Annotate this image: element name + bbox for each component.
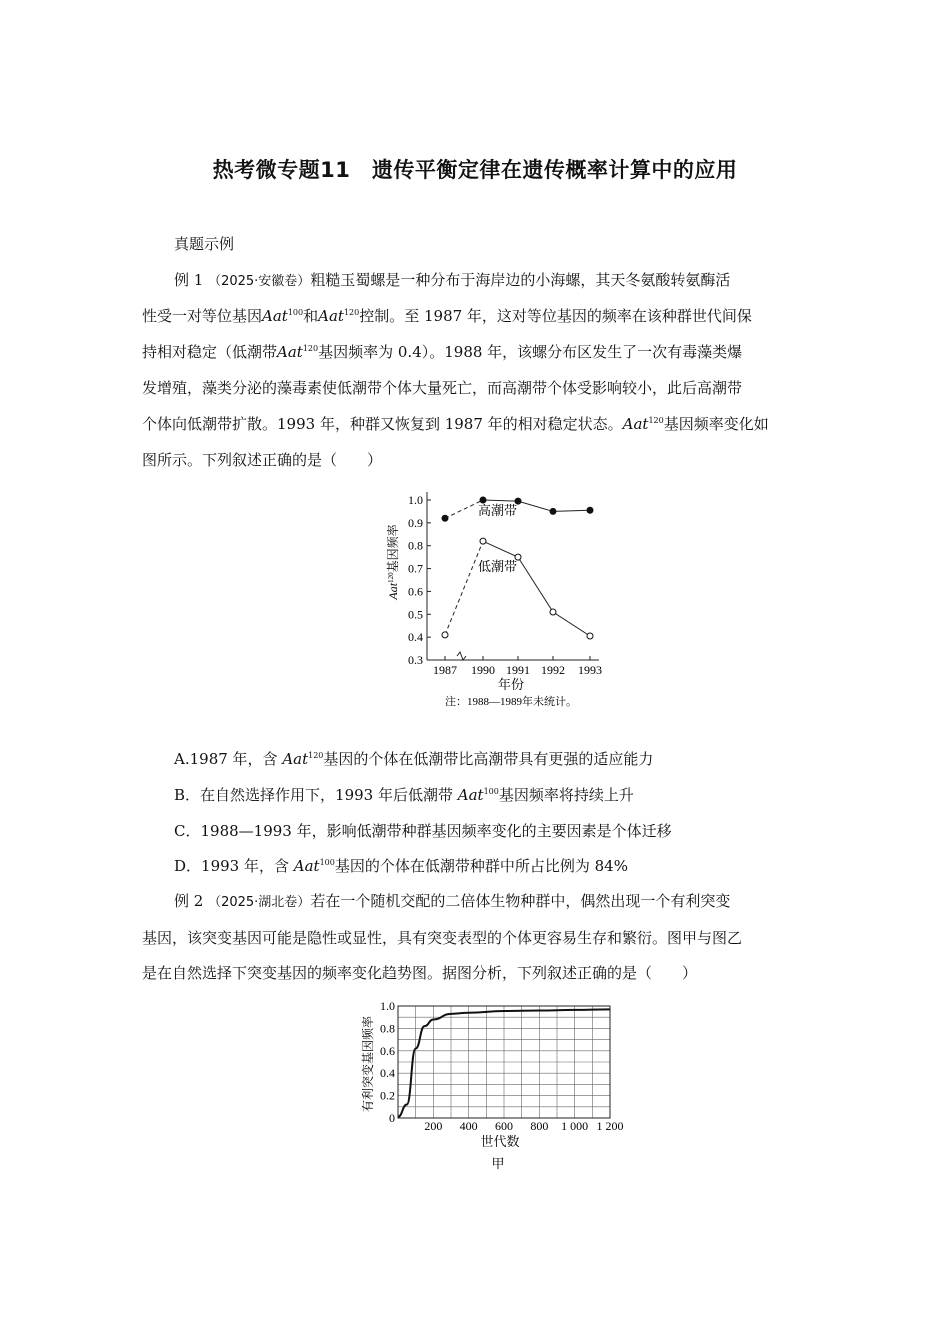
chart2-y-tick-label: 0.4 bbox=[380, 1066, 395, 1081]
q1-label: 例 1 bbox=[174, 271, 204, 289]
chart1-y-tick-label: 0.9 bbox=[408, 515, 423, 530]
chart1-x-axis-label: 年份 bbox=[497, 677, 525, 692]
chart2-x-tick-label: 400 bbox=[459, 1119, 478, 1133]
chart1-x-tick-label: 1987 bbox=[433, 663, 457, 677]
chart1-axis-break bbox=[457, 652, 466, 660]
q1-option-d: D．1993 年，含 Aat$^{100}$基因的个体在低潮带种群中所占比例为 84% bbox=[174, 857, 628, 875]
svg-text:Aat120基因频率: Aat$^{120}$基因频率 bbox=[386, 524, 400, 600]
q1-line-1: 例 1 （2025·安徽卷）粗糙玉蜀螺是一种分布于海岸边的小海螺，其天冬氨酸转氨酶活 bbox=[174, 271, 731, 289]
chart-2 bbox=[350, 1000, 640, 1175]
q2-line-2: 基因，该突变基因可能是隐性或显性，具有突变表型的个体更容易生存和繁衍。图甲与图乙 bbox=[142, 929, 743, 947]
chart2-y-tick-label: 0.8 bbox=[380, 1021, 395, 1036]
chart1-y-tick-label: 0.5 bbox=[408, 607, 423, 622]
chart1-y-tick-label: 0.6 bbox=[408, 584, 423, 599]
chart1-y-tick-label: 0.3 bbox=[408, 653, 423, 667]
chart1-data-point bbox=[587, 633, 593, 639]
chart1-x-ticks bbox=[433, 656, 602, 677]
chart2-caption: 甲 bbox=[491, 1156, 505, 1171]
series-label-high: 高潮带 bbox=[478, 503, 518, 518]
chart1-x-tick-label: 1990 bbox=[471, 663, 495, 677]
q1-option-c: C．1988—1993 年，影响低潮带种群基因频率变化的主要因素是个体迁移 bbox=[174, 822, 672, 840]
chart1-y-axis-label bbox=[385, 524, 400, 600]
q1-line-2: 性受一对等位基因Aat$^{100}$和Aat$^{120}$控制。至 1987 年，这对等位基因的频率在该种群世代间保 bbox=[142, 307, 752, 325]
q1-line-3: 持相对稳定（低潮带Aat$^{120}$基因频率为 0.4）。1988 年，该螺分布区发生了一次有毒藻类爆 bbox=[142, 343, 743, 361]
chart1-y-tick-label: 1.0 bbox=[408, 493, 423, 507]
q1-option-a: A.1987 年，含 Aat$^{120}$基因的个体在低潮带比高潮带具有更强的适应能力 bbox=[174, 750, 654, 768]
q2-line-3: 是在自然选择下突变基因的频率变化趋势图。据图分析，下列叙述正确的是（ ） bbox=[142, 964, 698, 982]
chart1-x-tick-label: 1993 bbox=[578, 663, 602, 677]
chart2-y-tick-label: 0.6 bbox=[380, 1043, 395, 1058]
chart1-y-tick-label: 0.7 bbox=[408, 561, 423, 576]
chart2-x-axis-label: 世代数 bbox=[480, 1134, 520, 1149]
chart1-data-point bbox=[442, 632, 448, 638]
chart2-y-ticks bbox=[380, 1000, 395, 1125]
chart-1 bbox=[375, 482, 615, 714]
chart2-x-tick-label: 600 bbox=[495, 1119, 513, 1133]
chart2-x-tick-label: 200 bbox=[424, 1119, 443, 1133]
chart1-series-line bbox=[483, 541, 590, 636]
page-title: 热考微专题11 遗传平衡定律在遗传概率计算中的应用 bbox=[212, 158, 738, 182]
q1-line-6: 图所示。下列叙述正确的是（ ） bbox=[142, 451, 383, 469]
chart2-x-tick-label: 800 bbox=[530, 1119, 549, 1133]
chart1-series-gap-line bbox=[445, 541, 483, 635]
chart1-data-point bbox=[480, 538, 486, 544]
chart2-x-tick-label: 1 200 bbox=[596, 1119, 624, 1133]
chart1-data-point bbox=[442, 515, 448, 521]
q1-source: （2025·安徽卷） bbox=[208, 274, 311, 289]
chart1-x-tick-label: 1992 bbox=[541, 663, 565, 677]
chart1-y-ticks bbox=[408, 493, 431, 667]
series-label-low: 低潮带 bbox=[478, 559, 518, 574]
chart1-series bbox=[442, 497, 593, 639]
section-heading: 真题示例 bbox=[174, 235, 235, 253]
chart1-x-tick-label: 1991 bbox=[506, 663, 530, 677]
q1-line-5: 个体向低潮带扩散。1993 年，种群又恢复到 1987 年的相对稳定状态。Aat$^{120}$基因频率变化如 bbox=[142, 415, 769, 433]
chart1-data-point bbox=[550, 508, 556, 514]
chart2-x-tick-label: 1 000 bbox=[561, 1119, 589, 1133]
chart1-data-point bbox=[587, 507, 593, 513]
q1-option-b: B．在自然选择作用下，1993 年后低潮带 Aat$^{100}$基因频率将持续上升 bbox=[174, 786, 634, 804]
chart2-y-tick-label: 1.0 bbox=[380, 1000, 395, 1013]
chart2-y-axis-label: 有利突变基因频率 bbox=[361, 1015, 375, 1113]
q1-line-4: 发增殖，藻类分泌的藻毒素使低潮带个体大量死亡，而高潮带个体受影响较小，此后高潮带 bbox=[142, 379, 743, 397]
chart2-x-ticks bbox=[424, 1119, 623, 1133]
chart1-y-tick-label: 0.8 bbox=[408, 538, 423, 553]
chart2-y-tick-label: 0 bbox=[389, 1111, 395, 1125]
chart2-y-tick-label: 0.2 bbox=[380, 1088, 395, 1103]
chart1-y-tick-label: 0.4 bbox=[408, 630, 423, 645]
q2-line-1: 例 2 （2025·湖北卷）若在一个随机交配的二倍体生物种群中，偶然出现一个有利突变 bbox=[174, 892, 731, 910]
chart1-data-point bbox=[550, 609, 556, 615]
chart1-note: 注：1988—1989年未统计。 bbox=[445, 696, 577, 708]
